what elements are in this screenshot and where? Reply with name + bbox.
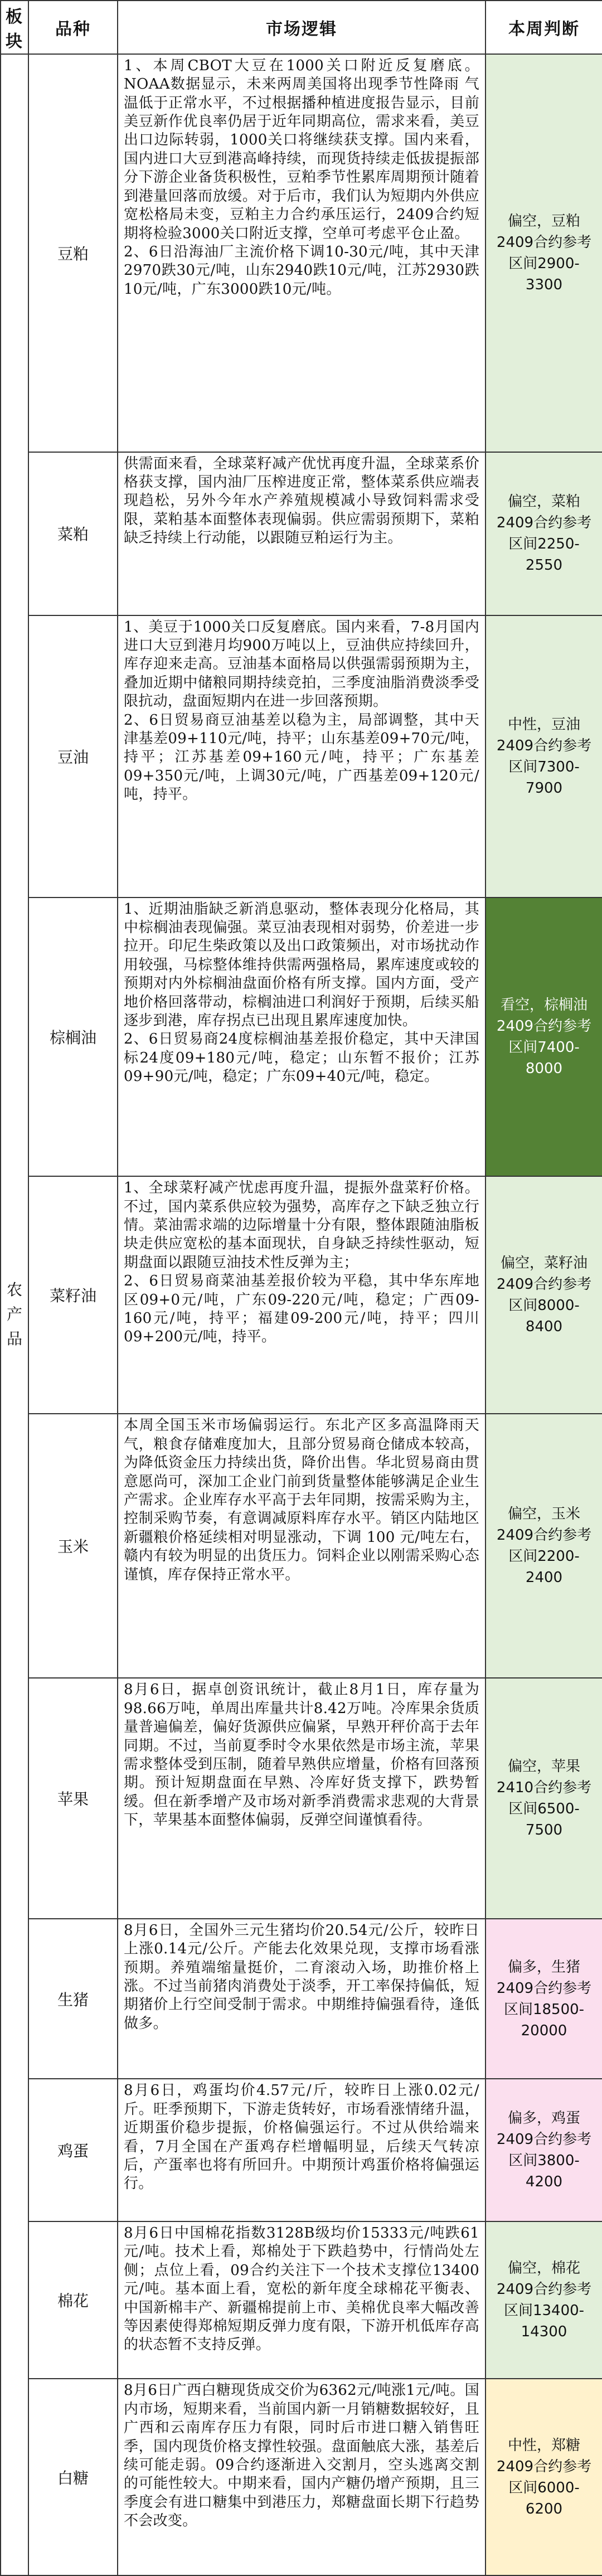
- header-sector: 板块: [1, 1, 28, 54]
- verdict-cell: 偏多，生猪2409合约参考区间18500-20000: [486, 1919, 602, 2079]
- logic-paragraph: 1、本周CBOT大豆在1000关口附近反复磨底。NOAA数据显示，未来两周美国将出现季节性降雨 气温低于正常水平，不过根据播种植进度报告显示，目前美豆新作优良率仍居于近年同期高位，需求来看，美豆出口边际转弱，1000关口将继续获支撑。国内来看，国内进口大豆到港高峰持续，而现货持续走低拔提振部分下游企业备货积极性，豆粕季节性累库周期预计随着到港量回落而放缓。对于后市，我们认为短期内外供应宽松格局未变，豆粕主力合约承压运行，2409合约短期将检验3000关口附近支撑，空单可考虑平仓止盈。: [124, 57, 479, 242]
- verdict-cell: 中性，郑糖2409合约参考区间6000-6200: [486, 2379, 602, 2575]
- logic-paragraph: 8月6日，据卓创资讯统计，截止8月1日，库存量为98.66万吨，单周出库量共计8.42万吨。冷库果余货质量普遍偏差，偏好货源供应偏紧，早熟开秤价高于去年同期。不过，当前夏季时令水果依然是市场主流，苹果需求整体受到压制，随着早熟供应增量，价格有回落预期。预计短期盘面在早熟、冷库好货支撑下，跌势暂缓。但在新季增产及市场对新季消费需求悲观的大背景下，苹果基本面整体偏弱，反弹空间谨慎看待。: [124, 1681, 479, 1829]
- header-variety: 品种: [28, 1, 118, 54]
- logic-paragraph: 1、近期油脂缺乏新消息驱动，整体表现分化格局，其中棕榈油表现偏强。菜豆油表现相对弱势，价差进一步拉开。印尼生柴政策以及出口政策频出，对市场扰动作用较强，马棕整体维持供需两强格局，累库速度或较的预期对内外棕榈油盘面价格有所支撑。国内方面，受产地价格回落带动，棕榈油进口利润好于预期，后续买船逐步到港，库存拐点已出现且累库速度加快。: [124, 900, 479, 1029]
- verdict-cell: 看空，棕榈油2409合约参考区间7400-8000: [486, 898, 602, 1177]
- verdict-cell: 偏多，鸡蛋2409合约参考区间3800-4200: [486, 2079, 602, 2221]
- table-row: [1, 1414, 602, 1678]
- table-row: [1, 615, 602, 898]
- variety-cell: 生猪: [28, 1919, 118, 2079]
- logic-cell: [118, 2221, 486, 2379]
- logic-paragraph: 8月6日，全国外三元生猪均价20.54元/公斤，较昨日上涨0.14元/公斤。产能去化效果兑现，支撑市场看涨预期。养殖端缩量挺价，二育滚动入场，助推价格上涨。不过当前猪肉消费处于淡季，开工率保持偏低，短期猪价上行空间受制于需求。中期维持偏强看待，逢低做多。: [124, 1922, 479, 2032]
- logic-cell: [118, 1678, 486, 1918]
- logic-paragraph: 8月6日中国棉花指数3128B级均价15333元/吨跌61元/吨。技术上看，郑棉处于下跌趋势中，行情尚处左侧；点位上看，09合约关注下一个技术支撑位13400元/吨。基本面上看，宽松的新年度全球棉花平衡表、中国新棉丰产、新疆棉提前上市、美棉优良率大幅改善等因素使得郑棉短期反弹力度有限，下游开机低库存高的状态暂不支持反弹。: [124, 2225, 479, 2354]
- table-row: [1, 898, 602, 1177]
- verdict-cell: 偏空，菜籽油2409合约参考区间8000-8400: [486, 1176, 602, 1414]
- verdict-cell: 偏空，棉花2409合约参考区间13400-14300: [486, 2221, 602, 2379]
- logic-cell: [118, 1919, 486, 2079]
- logic-paragraph: 供需面来看，全球菜籽减产优忧再度升温，全球菜系价格获支撑，国内油厂压榨进度正常，整体菜系供应端表现趋松，另外今年水产养殖规模减小导致饲料需求受限，菜粕基本面整体表现偏弱。供应需弱预期下，菜粕缺乏持续上行动能，以跟随豆粕运行为主。: [124, 455, 479, 547]
- logic-cell: [118, 452, 486, 615]
- logic-cell: [118, 615, 486, 898]
- variety-cell: 苹果: [28, 1678, 118, 1918]
- table-row: [1, 2079, 602, 2221]
- verdict-cell: 偏空，苹果2410合约参考区间6500-7500: [486, 1678, 602, 1918]
- logic-paragraph: 2、6日贸易商菜油基差报价较为平稳，其中华东库地区09+0元/吨，广东09-220元/吨，稳定；广西09-160元/吨，持平；福建09-200元/吨，持平；四川09+200元/吨，持平。: [124, 1273, 479, 1346]
- logic-paragraph: 1、美豆于1000关口反复磨底。国内来看，7-8月国内进口大豆到港月均900万吨以上，豆油供应持续回升，库存迎来走高。豆油基本面格局以供强需弱预期为主，叠加近期中储粮同期持续竞拍，三季度油脂消费淡季受限抗动，盘面短期内在进一步回落预期。: [124, 618, 479, 710]
- verdict-cell: 偏空，玉米2409合约参考区间2200-2400: [486, 1414, 602, 1678]
- variety-cell: 棕榈油: [28, 898, 118, 1177]
- verdict-cell: 偏空，豆粕2409合约参考区间2900-3300: [486, 54, 602, 452]
- logic-cell: [118, 2379, 486, 2575]
- logic-cell: [118, 2079, 486, 2221]
- sector-cell: [1, 54, 28, 2575]
- logic-paragraph: 本周全国玉米市场偏弱运行。东北产区多高温降雨天气，粮食存储难度加大，且部分贸易商仓储成本较高，为降低资金压力持续出货，降价出售。华北贸易商由贯意愿尚可，深加工企业门前到货量整体能够满足企业生产需求。企业库存水平高于去年同期，按需采购为主，控制采购节奏，有意调减原料库存水平。销区内陆地区新疆粮价格延续相对明显涨动，下调 100 元/吨左右，赣内有较为明显的出货压力。饲料企业以刚需采购心态谨慎，库存保持正常水平。: [124, 1417, 479, 1583]
- variety-cell: 棉花: [28, 2221, 118, 2379]
- table-row: [1, 2379, 602, 2575]
- variety-cell: 白糖: [28, 2379, 118, 2575]
- header-logic: 市场逻辑: [118, 1, 486, 54]
- variety-cell: 豆油: [28, 615, 118, 898]
- header-row: [1, 1, 602, 54]
- logic-cell: [118, 1176, 486, 1414]
- verdict-cell: 偏空，菜粕2409合约参考区间2250-2550: [486, 452, 602, 615]
- variety-cell: 菜籽油: [28, 1176, 118, 1414]
- logic-paragraph: 2、6日贸易商24度棕榈油基差报价稳定，其中天津国标24度09+180元/吨，稳定；山东暂不报价；江苏09+90元/吨，稳定；广东09+40元/吨，稳定。: [124, 1031, 479, 1085]
- variety-cell: 鸡蛋: [28, 2079, 118, 2221]
- logic-cell: [118, 898, 486, 1177]
- header-verdict: 本周判断: [486, 1, 602, 54]
- logic-cell: [118, 54, 486, 452]
- table-row: [1, 1919, 602, 2079]
- logic-paragraph: 8月6日，鸡蛋均价4.57元/斤，较昨日上涨0.02元/斤。旺季预期下，下游走货转好，市场看涨情绪升温，近期蛋价稳步提振，价格偏强运行。不过从供给端来看，7月全国在产蛋鸡存栏增幅明显，后续天气转凉后，产蛋率也将有所回升。中期预计鸡蛋价格将偏强运行。: [124, 2082, 479, 2192]
- logic-cell: [118, 1414, 486, 1678]
- logic-paragraph: 2、6日贸易商豆油基差以稳为主，局部调整，其中天津基差09+110元/吨，持平；山东基差09+70元/吨，持平；江苏基差09+160元/吨，持平；广东基差09+350元/吨，上调30元/吨，广西基差09+120元/吨，持平。: [124, 711, 479, 803]
- logic-paragraph: 1、全球菜籽减产忧虑再度升温，提振外盘菜籽价格。不过，国内菜系供应较为强势，高库存之下缺乏独立行情。菜油需求端的边际增量十分有限，整体跟随油脂板块走供应宽松的基本面现状，自身缺乏持续性驱动，短期盘面以跟随豆油技术性反弹为主；: [124, 1180, 479, 1271]
- table-row: [1, 54, 602, 452]
- logic-paragraph: 2、6日沿海油厂主流价格下调10-30元/吨，其中天津2970跌30元/吨，山东2940跌10元/吨，江苏2930跌10元/吨，广东3000跌10元/吨。: [124, 243, 479, 298]
- variety-cell: 菜粕: [28, 452, 118, 615]
- table-row: [1, 452, 602, 615]
- table-row: [1, 1176, 602, 1414]
- table-row: [1, 2221, 602, 2379]
- table-row: [1, 1678, 602, 1918]
- sector-label: 农产品: [6, 1280, 22, 1348]
- variety-cell: 玉米: [28, 1414, 118, 1678]
- logic-paragraph: 8月6日广西白糖现货成交价为6362元/吨涨1元/吨。国内市场，短期来看，当前国内新一月销糖数据较好，且广西和云南库存压力有限，同时后市进口糖入销售旺季，国内现货价格支撑性较强。盘面触底大涨，基差后续可能走弱。09合约逐渐进入交割月，空头逃离交割的可能性较大。中期来看，国内产糖仍增产预期，且三季度会有进口糖集中到港压力，郑糖盘面长期下行趋势不会改变。: [124, 2382, 479, 2530]
- variety-cell: 豆粕: [28, 54, 118, 452]
- verdict-cell: 中性，豆油2409合约参考区间7300-7900: [486, 615, 602, 898]
